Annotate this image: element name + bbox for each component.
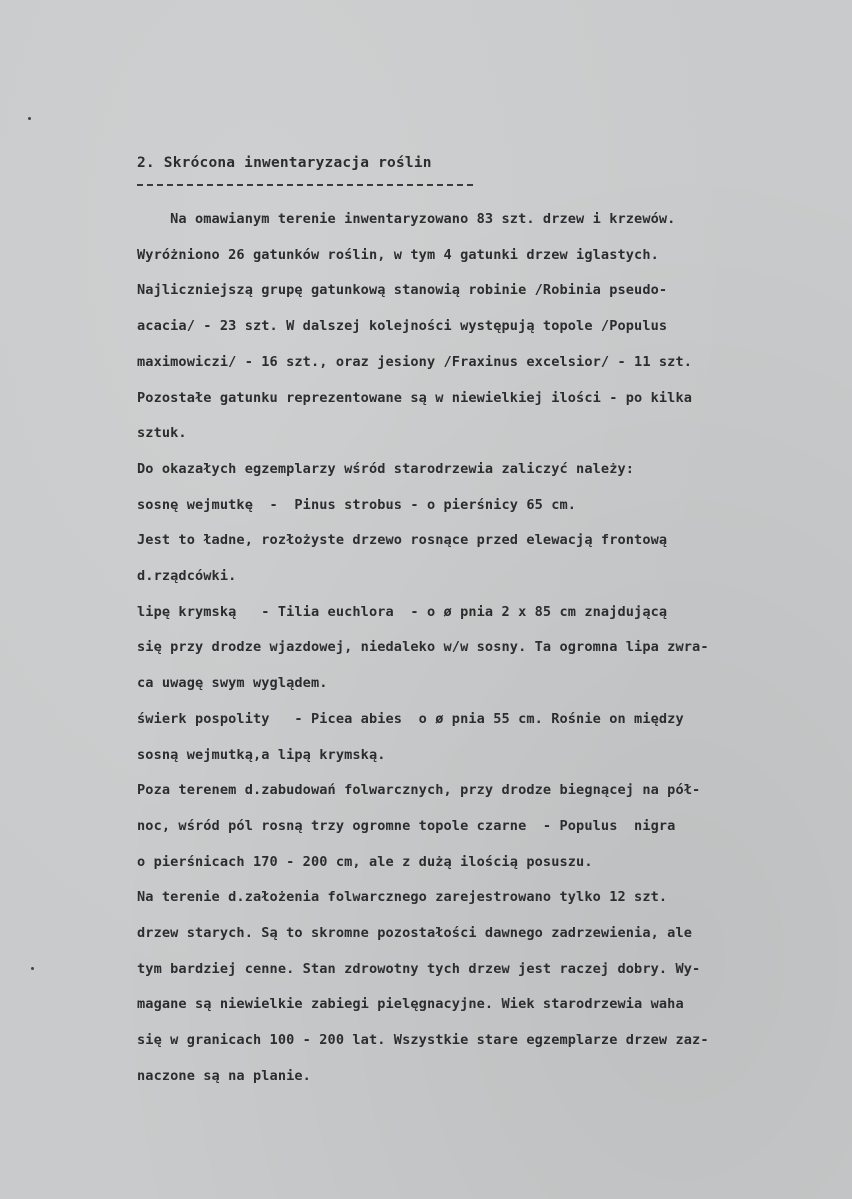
section-heading: 2. Skrócona inwentaryzacja roślin bbox=[137, 155, 432, 171]
text-line: drzew starych. Są to skromne pozostałości dawnego zadrzewienia, ale bbox=[137, 925, 693, 941]
text-line: ca uwagę swym wyglądem. bbox=[137, 675, 328, 692]
text-line: maximowiczi/ - 16 szt., oraz jesiony /Fraxinus excelsior/ - 11 szt. bbox=[137, 353, 693, 370]
text-line: o pierśnicach 170 - 200 cm, ale z dużą ilością posuszu. bbox=[137, 853, 593, 870]
text-line: tym bardziej cenne. Stan zdrowotny tych drzew jest raczej dobry. Wy- bbox=[137, 960, 701, 977]
text-line: sztuk. bbox=[137, 425, 187, 442]
text-line: się przy drodze wjazdowej, niedaleko w/w sosny. Ta ogromna lipa zwra- bbox=[137, 639, 709, 656]
text-line: sosną wejmutką,a lipą krymską. bbox=[137, 746, 386, 763]
text-line: Poza terenem d.zabudowań folwarcznych, przy drodze biegnącej na pół- bbox=[137, 782, 701, 799]
text-line: świerk pospolity - Picea abies o ø pnia 55 cm. Rośnie on między bbox=[137, 710, 684, 727]
text-line: Na omawianym terenie inwentaryzowano 83 szt. drzew i krzewów. bbox=[137, 211, 676, 227]
text-line: magane są niewielkie zabiegi pielęgnacyjne. Wiek starodrzewia waha bbox=[137, 996, 684, 1013]
text-line: d.rządcówki. bbox=[137, 568, 237, 584]
margin-mark bbox=[31, 967, 34, 970]
margin-mark bbox=[28, 117, 31, 120]
text-line: się w granicach 100 - 200 lat. Wszystkie stare egzemplarze drzew zaz- bbox=[137, 1032, 709, 1049]
text-line: Na terenie d.założenia folwarcznego zarejestrowano tylko 12 szt. bbox=[137, 889, 668, 906]
text-line: Jest to ładne, rozłożyste drzewo rosnące przed elewacją frontową bbox=[137, 532, 668, 549]
text-line: Najliczniejszą grupę gatunkową stanowią robinie /Robinia pseudo- bbox=[137, 282, 668, 299]
text-line: Do okazałych egzemplarzy wśród starodrzewia zaliczyć należy: bbox=[137, 460, 635, 477]
text-line: Wyróżniono 26 gatunków roślin, w tym 4 gatunki drzew iglastych. bbox=[137, 246, 659, 263]
heading-underline bbox=[137, 184, 473, 186]
text-line: sosnę wejmutkę - Pinus strobus - o pierśnicy 65 cm. bbox=[137, 496, 577, 513]
text-line: noc, wśród pól rosną trzy ogromne topole czarne - Populus nigra bbox=[137, 817, 676, 834]
text-line: Pozostałe gatunku reprezentowane są w niewielkiej ilości - po kilka bbox=[137, 389, 693, 406]
text-line: lipę krymską - Tilia euchlora - o ø pnia 2 x 85 cm znajdującą bbox=[137, 603, 668, 620]
text-line: acacia/ - 23 szt. W dalszej kolejności występują topole /Populus bbox=[137, 318, 668, 335]
text-line: naczone są na planie. bbox=[137, 1067, 311, 1084]
